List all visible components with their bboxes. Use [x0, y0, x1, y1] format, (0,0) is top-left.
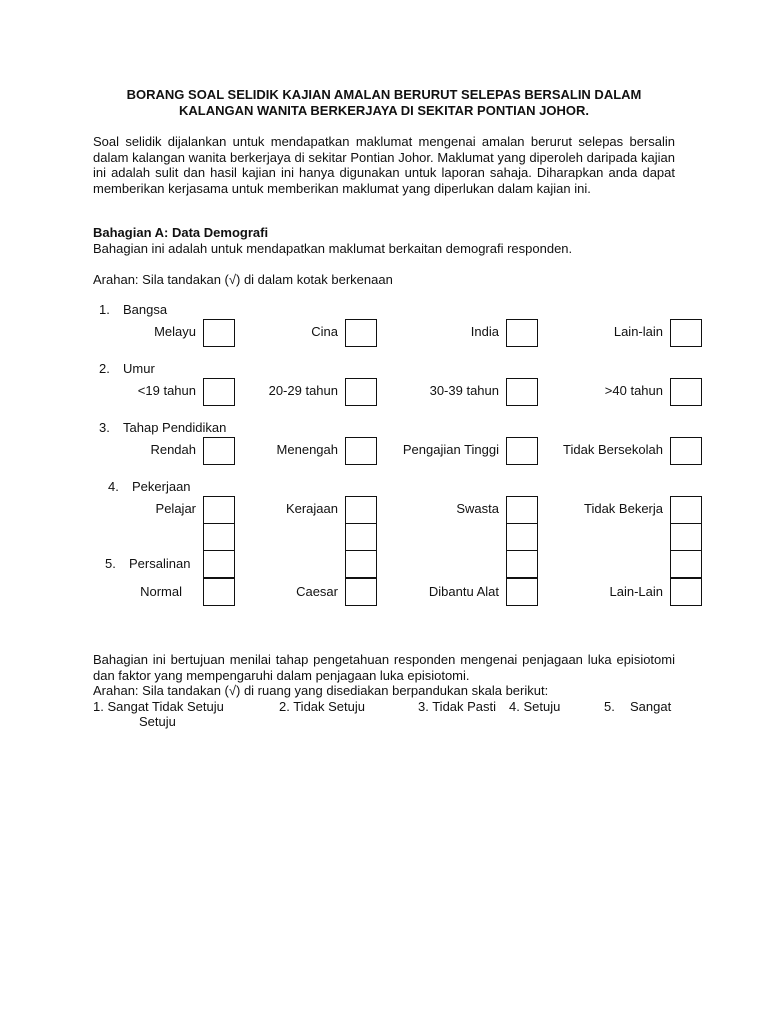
checkbox-q5-normal[interactable] — [203, 578, 235, 606]
option-label: Cina — [311, 324, 338, 339]
option-label: Tidak Bersekolah — [563, 442, 663, 457]
question-text: Umur — [123, 361, 155, 376]
section-a — [93, 225, 693, 257]
checkbox-q1-india[interactable] — [506, 319, 538, 347]
option-label: Lain-Lain — [609, 584, 663, 599]
scale-item-3: 3. Tidak Pasti — [418, 699, 497, 714]
option-label: Kerajaan — [285, 501, 338, 516]
question-3-label — [99, 420, 226, 436]
option-label: Pelajar — [155, 501, 196, 516]
intro-paragraph: Soal selidik dijalankan untuk mendapatkan maklumat mengenai amalan berurut selepas bersalin dalam kalangan wanita berkerjaya di sekitar Pontian Johor. Maklumat yang diperoleh daripada kajian ini adalah sulit dan hasil kajian ini hanya digunakan untuk laporan sahaja. Diharapkan anda dapat memberikan kerjasama untuk memberikan maklumat yang diperlukan dalam kajian ini. — [93, 134, 675, 196]
option-label: Dibantu Alat — [428, 584, 499, 599]
option-label: Menengah — [276, 442, 338, 457]
question-text: Tahap Pendidikan — [123, 420, 227, 435]
option-label: Pengajian Tinggi — [402, 442, 499, 457]
checkbox-q4-pelajar[interactable] — [203, 496, 235, 524]
empty-box[interactable] — [670, 550, 702, 578]
checkbox-q3-tidak-bersekolah[interactable] — [670, 437, 702, 465]
checkbox-q5-lain-lain[interactable] — [670, 578, 702, 606]
empty-box[interactable] — [506, 523, 538, 551]
option-label: Swasta — [456, 501, 499, 516]
empty-box[interactable] — [203, 523, 235, 551]
empty-box[interactable] — [670, 523, 702, 551]
option-label: <19 tahun — [137, 383, 196, 398]
checkbox-q3-rendah[interactable] — [203, 437, 235, 465]
section-b — [93, 652, 675, 699]
checkbox-q4-tidak-bekerja[interactable] — [670, 496, 702, 524]
option-label: Melayu — [154, 324, 196, 339]
scale-item-5-continuation: Setuju — [139, 714, 176, 729]
option-label: Rendah — [150, 442, 196, 457]
question-2-label — [99, 361, 155, 377]
option-label: India — [470, 324, 499, 339]
question-text: Bangsa — [123, 302, 168, 317]
section-a-heading: Bahagian A: Data Demografi — [93, 225, 269, 240]
question-4-label — [108, 479, 191, 495]
scale-item-5-number: 5. — [604, 699, 615, 714]
question-text: Pekerjaan — [132, 479, 191, 494]
section-b-instruction: Arahan: Sila tandakan (√) di ruang yang disediakan berpandukan skala berikut: — [93, 683, 549, 698]
question-number: 4. — [108, 479, 119, 494]
option-label: Tidak Bekerja — [584, 501, 663, 516]
question-5-label — [105, 556, 190, 572]
section-a-instruction: Arahan: Sila tandakan (√) di dalam kotak berkenaan — [93, 272, 393, 287]
checkbox-q2-20-29[interactable] — [345, 378, 377, 406]
form-title — [93, 87, 675, 119]
section-a-description: Bahagian ini adalah untuk mendapatkan maklumat berkaitan demografi responden. — [93, 241, 573, 256]
checkbox-q1-cina[interactable] — [345, 319, 377, 347]
empty-box[interactable] — [203, 550, 235, 578]
checkbox-q1-melayu[interactable] — [203, 319, 235, 347]
empty-box[interactable] — [345, 523, 377, 551]
option-label: Normal — [140, 584, 182, 599]
option-label: >40 tahun — [604, 383, 663, 398]
checkbox-q3-pengajian-tinggi[interactable] — [506, 437, 538, 465]
question-text: Persalinan — [129, 556, 191, 571]
scale-item-1: 1. Sangat Tidak Setuju — [93, 699, 224, 714]
option-label: Caesar — [296, 584, 338, 599]
checkbox-q3-menengah[interactable] — [345, 437, 377, 465]
question-number: 2. — [99, 361, 110, 376]
checkbox-q2-under-19[interactable] — [203, 378, 235, 406]
question-number: 1. — [99, 302, 110, 317]
option-label: 30-39 tahun — [429, 383, 499, 398]
scale-item-2: 2. Tidak Setuju — [279, 699, 365, 714]
form-title-line-1: BORANG SOAL SELIDIK KAJIAN AMALAN BERURUT SELEPAS BERSALIN DALAM — [126, 87, 642, 102]
section-b-description: Bahagian ini bertujuan menilai tahap pengetahuan responden mengenai penjagaan luka episiotomi dan faktor yang mempengaruhi dalam penjagaan luka episiotomi. — [93, 652, 675, 683]
form-title-line-2: KALANGAN WANITA BERKERJAYA DI SEKITAR PONTIAN JOHOR. — [178, 103, 589, 118]
checkbox-q2-30-39[interactable] — [506, 378, 538, 406]
empty-box[interactable] — [506, 550, 538, 578]
question-number: 5. — [105, 556, 116, 571]
checkbox-q4-swasta[interactable] — [506, 496, 538, 524]
checkbox-q5-dibantu-alat[interactable] — [506, 578, 538, 606]
option-label: Lain-lain — [613, 324, 663, 339]
option-label: 20-29 tahun — [268, 383, 338, 398]
scale-item-5-text: Sangat — [630, 699, 672, 714]
checkbox-q5-caesar[interactable] — [345, 578, 377, 606]
scale-item-4: 4. Setuju — [509, 699, 561, 714]
checkbox-q2-over-40[interactable] — [670, 378, 702, 406]
empty-box[interactable] — [345, 550, 377, 578]
question-number: 3. — [99, 420, 110, 435]
question-1-label — [99, 302, 167, 318]
checkbox-q4-kerajaan[interactable] — [345, 496, 377, 524]
checkbox-q1-lain-lain[interactable] — [670, 319, 702, 347]
